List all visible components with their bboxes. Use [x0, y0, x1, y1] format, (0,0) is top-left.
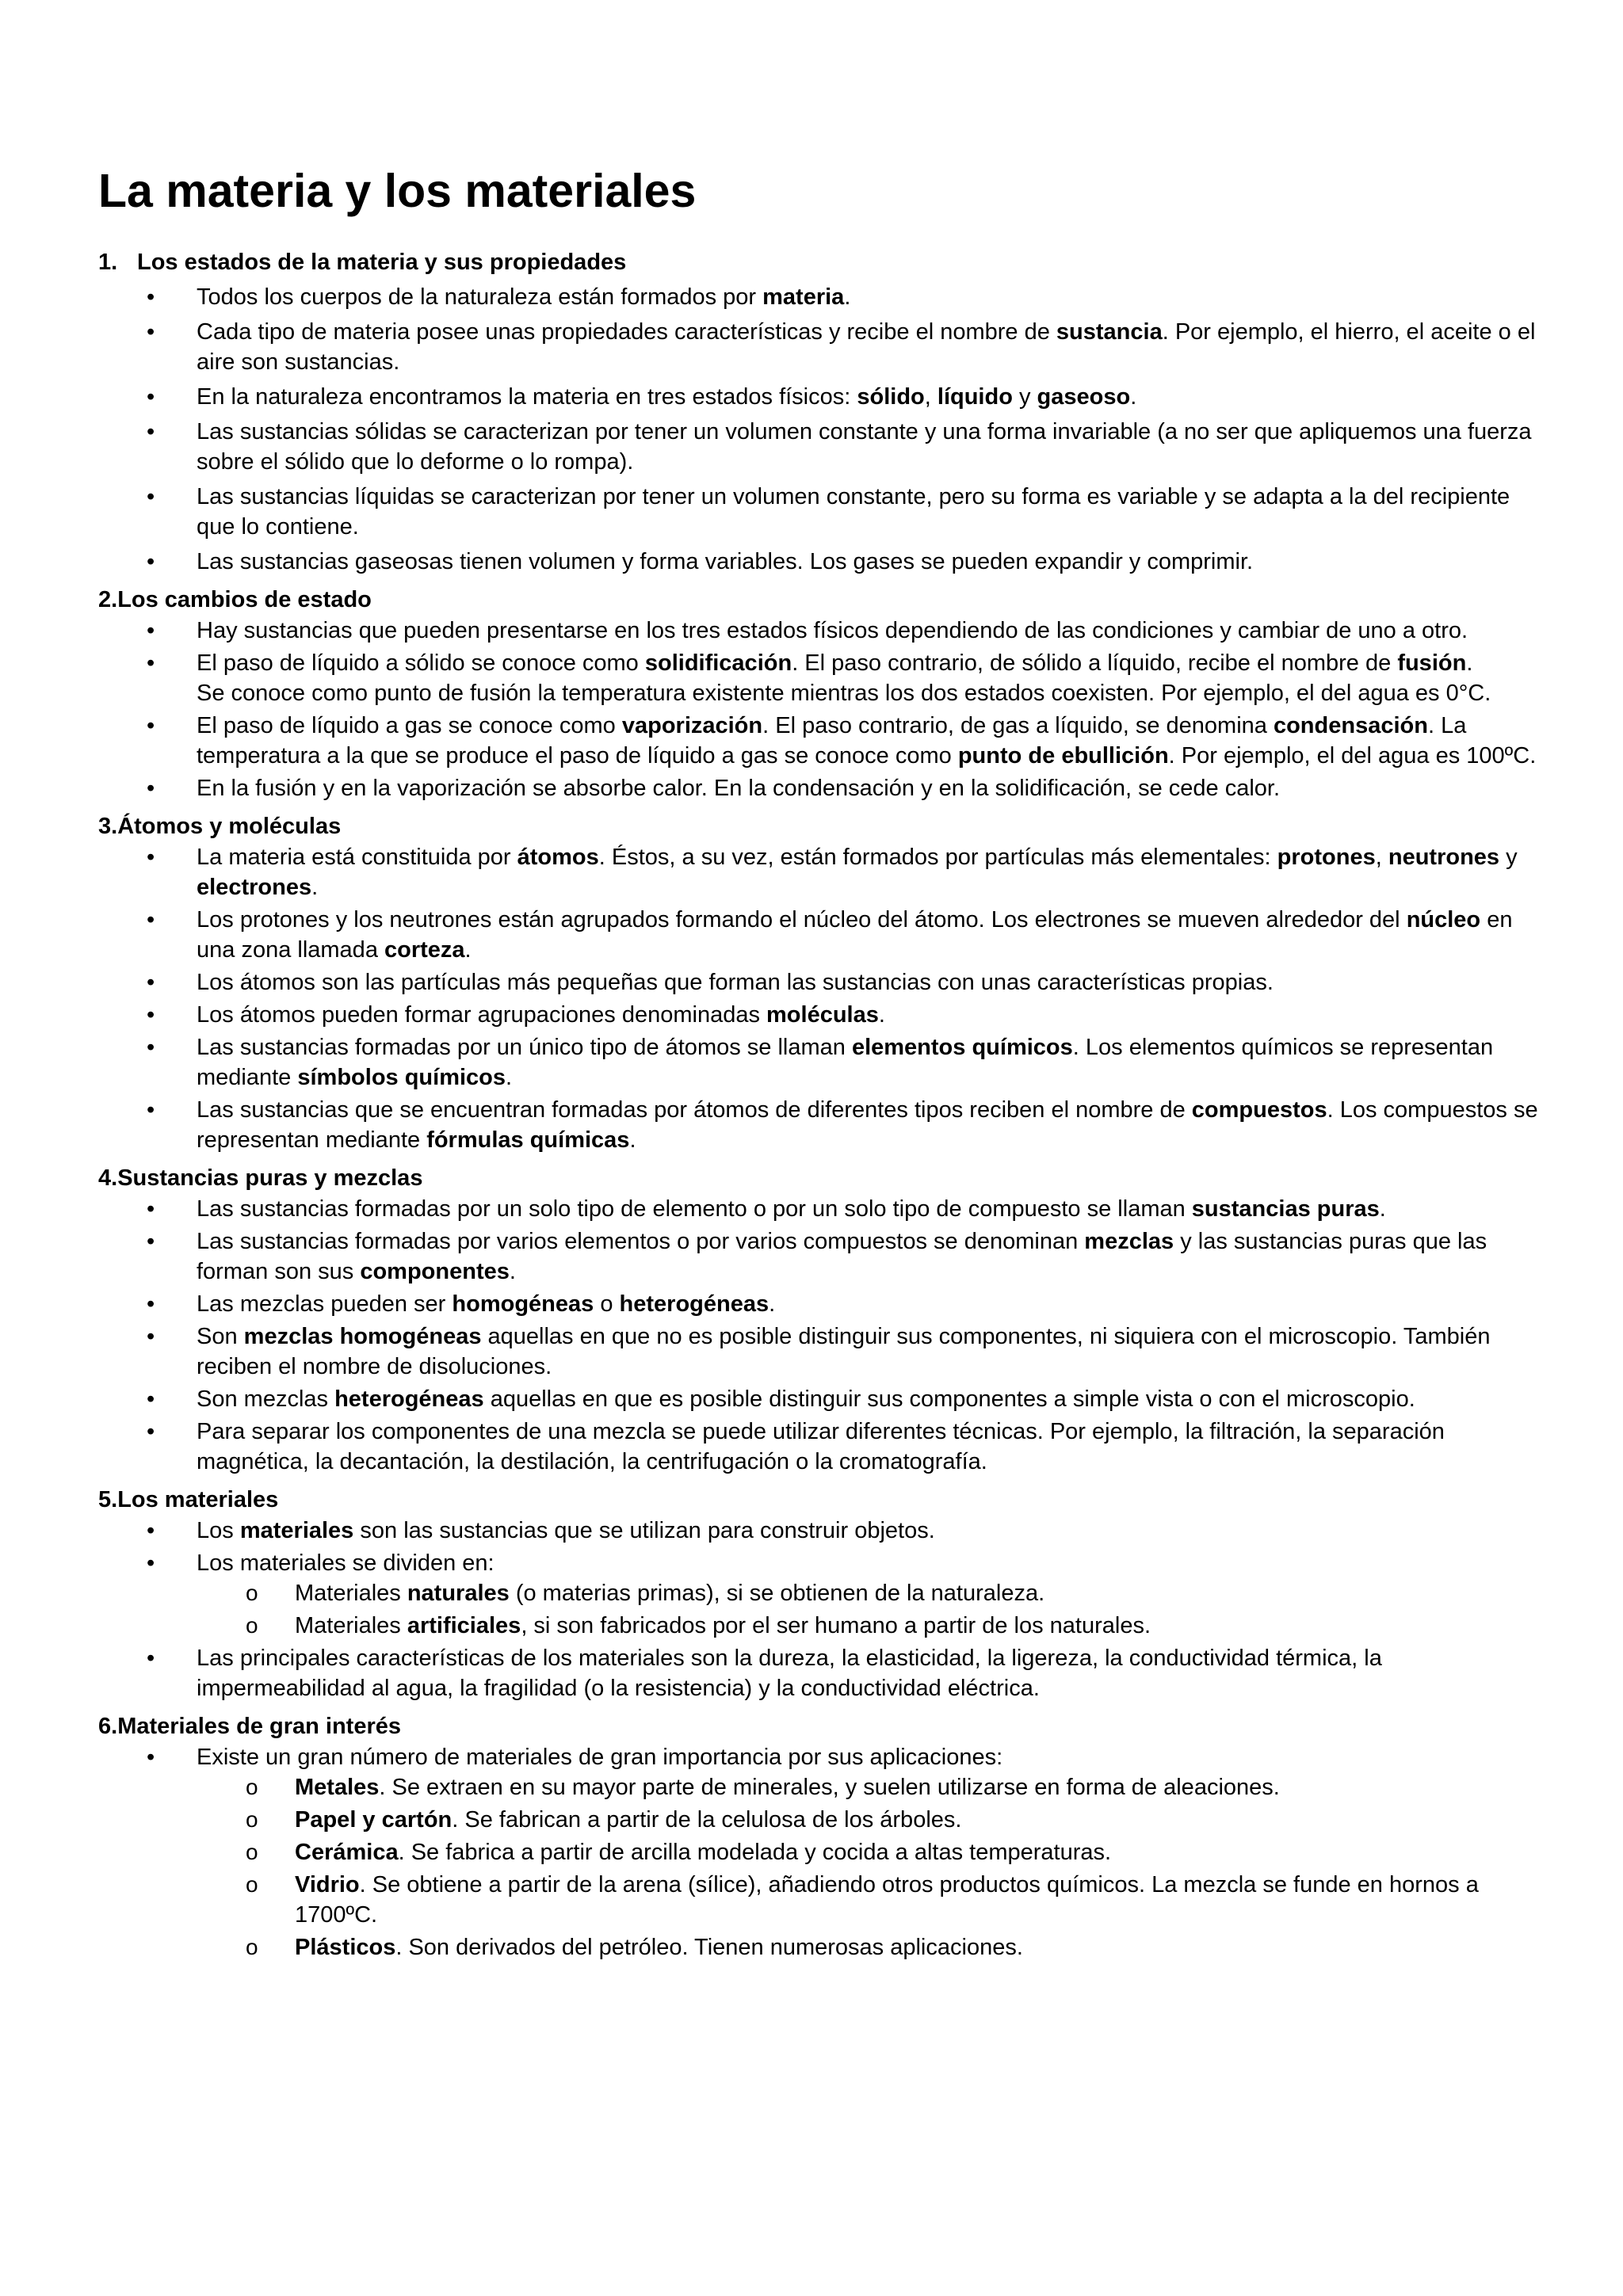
bullet-list [98, 616, 1541, 803]
bullet-item [98, 1226, 1541, 1287]
bold-term: heterogéneas [619, 1291, 769, 1317]
text-run: Para separar los componentes de una mezcla se puede utilizar diferentes técnicas. Por ejemplo, la filtración, la separación magnética, la decantación, la destilación, la centrifugación o la cromatografía. [197, 1418, 1445, 1474]
bullet-item [98, 842, 1541, 902]
text-run: Las mezclas pueden ser [197, 1291, 453, 1317]
bold-term: Vidrio [295, 1871, 360, 1897]
text-run: Las sustancias formadas por un solo tipo de elemento o por un solo tipo de compuesto se llaman [197, 1196, 1192, 1222]
text-run: Los átomos son las partículas más pequeñas que forman las sustancias con unas características propias. [197, 969, 1274, 995]
text-run: Existe un gran número de materiales de gran importancia por sus aplicaciones: [197, 1744, 1003, 1770]
text-run: Las sustancias formadas por varios elementos o por varios compuestos se denominan [197, 1228, 1085, 1254]
bullet-item [98, 905, 1541, 965]
text-run: Las sustancias sólidas se caracterizan por tener un volumen constante y una forma invariable (a no ser que apliquemos una fuerza sobre el sólido que lo deforme o lo rompa). [197, 418, 1532, 475]
text-run: . El paso contrario, de gas a líquido, se denomina [762, 712, 1274, 738]
text-run: son las sustancias que se utilizan para construir objetos. [353, 1517, 935, 1543]
text-run: Las sustancias gaseosas tienen volumen y forma variables. Los gases se pueden expandir y comprimir. [197, 548, 1254, 574]
text-run: y [1012, 383, 1037, 410]
text-run: Las sustancias que se encuentran formadas por átomos de diferentes tipos reciben el nombre de [197, 1097, 1192, 1123]
bold-term: componentes [360, 1258, 510, 1284]
bold-term: mezclas [1084, 1228, 1174, 1254]
document-page [98, 165, 1541, 1970]
text-run: o [594, 1291, 620, 1317]
bold-term: moléculas [766, 1001, 879, 1028]
bold-term: mezclas homogéneas [243, 1323, 482, 1349]
bullet-list [98, 1194, 1541, 1477]
text-run: El paso de líquido a sólido se conoce como [197, 650, 645, 676]
section-number: 2. [98, 586, 118, 612]
sub-list-item [197, 1805, 1541, 1835]
text-run: . Son derivados del petróleo. Tienen numerosas aplicaciones. [395, 1934, 1023, 1960]
bullet-item [98, 1000, 1541, 1030]
text-run: Hay sustancias que pueden presentarse en los tres estados físicos dependiendo de las condiciones y cambiar de uno a otro. [197, 617, 1468, 643]
text-run: . [629, 1127, 636, 1153]
bullet-item [98, 1289, 1541, 1319]
bullet-item [98, 382, 1541, 412]
bold-term: símbolos químicos [297, 1064, 506, 1090]
text-run: En la naturaleza encontramos la materia en tres estados físicos: [197, 383, 857, 410]
text-run: . [1379, 1196, 1386, 1222]
bold-term: artificiales [407, 1612, 521, 1638]
bullet-item [98, 967, 1541, 997]
bullet-item [98, 1417, 1541, 1477]
text-run: En la fusión y en la vaporización se absorbe calor. En la condensación y en la solidificación, se cede calor. [197, 775, 1281, 801]
text-run: Las principales características de los materiales son la dureza, la elasticidad, la ligereza, la conductividad térmica, la impermeabilidad al agua, la fragilidad (o la resistencia) y la conductividad eléctrica. [197, 1645, 1382, 1701]
bold-term: protones [1277, 844, 1376, 870]
bold-term: naturales [407, 1580, 510, 1606]
text-run: . [311, 874, 319, 900]
bullet-list [98, 282, 1541, 577]
bullet-item [98, 282, 1541, 312]
bold-term: gaseoso [1037, 383, 1131, 410]
text-run: . Por ejemplo, el hierro, el aceite o el aire son sustancias. [197, 318, 1536, 375]
bold-term: Plásticos [295, 1934, 396, 1960]
text-run: . [844, 284, 851, 310]
bold-term: materia [762, 284, 845, 310]
text-run: . Se obtiene a partir de la arena (sílice), añadiendo otros productos químicos. La mezcla se funde en hornos a 1700ºC. [295, 1871, 1479, 1928]
bullet-item [98, 616, 1541, 646]
section-heading-text: Los cambios de estado [117, 586, 372, 612]
text-run: aquellas en que es posible distinguir sus componentes a simple vista o con el microscopio. [483, 1386, 1415, 1412]
bold-term: líquido [937, 383, 1013, 410]
section [98, 811, 1541, 1155]
text-run: Todos los cuerpos de la naturaleza están formados por [197, 284, 763, 310]
bold-term: vaporización [621, 712, 763, 738]
bold-term: átomos [517, 844, 599, 870]
section-heading-text: Sustancias puras y mezclas [117, 1165, 423, 1191]
section-heading-text: Materiales de gran interés [117, 1713, 402, 1739]
text-run: en una zona llamada [197, 906, 1513, 963]
text-run: aquellas en que no es posible distinguir sus componentes, ni siquiera con el microscopio. También reciben el nombre de disoluciones. [197, 1323, 1491, 1379]
bold-term: sustancia [1056, 318, 1163, 345]
bullet-item [98, 1384, 1541, 1414]
bold-term: núcleo [1406, 906, 1481, 933]
text-run: . Por ejemplo, el del agua es 100ºC. [1168, 742, 1537, 769]
text-run: Los átomos pueden formar agrupaciones denominadas [197, 1001, 767, 1028]
bold-term: corteza [384, 936, 465, 963]
sub-list-item [197, 1772, 1541, 1802]
bold-term: neutrones [1388, 844, 1500, 870]
text-run: , si son fabricados por el ser humano a partir de los naturales. [521, 1612, 1151, 1638]
sub-list-item [197, 1578, 1541, 1608]
text-run: Son [197, 1323, 244, 1349]
text-run: Materiales [295, 1580, 407, 1606]
bullet-item [98, 1095, 1541, 1155]
text-run: . Se fabrican a partir de la celulosa de los árboles. [452, 1806, 962, 1833]
bullet-item [98, 482, 1541, 542]
bold-term: heterogéneas [334, 1386, 484, 1412]
text-run: Los [197, 1517, 240, 1543]
sections-container [98, 247, 1541, 1962]
section-number: 6. [98, 1713, 118, 1739]
text-run: . Se extraen en su mayor parte de minerales, y suelen utilizarse en forma de aleaciones. [379, 1774, 1280, 1800]
text-run: y las sustancias puras que las forman son sus [197, 1228, 1487, 1284]
section-heading [98, 247, 1541, 278]
section-number: 1. [98, 249, 118, 275]
text-run: Materiales [295, 1612, 407, 1638]
section-number: 5. [98, 1486, 118, 1512]
text-run: . El paso contrario, de sólido a líquido, recibe el nombre de [792, 650, 1398, 676]
text-run: (o materias primas), si se obtienen de la naturaleza. [509, 1580, 1045, 1606]
text-run: Son mezclas [197, 1386, 335, 1412]
section [98, 1485, 1541, 1703]
bold-term: compuestos [1191, 1097, 1327, 1123]
text-run: . [1466, 650, 1473, 676]
text-run: . Los compuestos se representan mediante [197, 1097, 1538, 1153]
bullet-item [98, 1516, 1541, 1546]
section-heading [98, 811, 1541, 842]
bold-term: Papel y cartón [295, 1806, 453, 1833]
text-run: , [1375, 844, 1388, 870]
sub-list-item [197, 1870, 1541, 1930]
section-heading-text: Los materiales [117, 1486, 279, 1512]
sub-list [197, 1578, 1541, 1641]
bullet-item [98, 648, 1541, 708]
bullet-item [98, 1194, 1541, 1224]
text-run: Los materiales se dividen en: [197, 1550, 495, 1576]
bold-term: sustancias puras [1191, 1196, 1380, 1222]
sub-list-item [197, 1932, 1541, 1962]
section [98, 1711, 1541, 1962]
text-run: Se conoce como punto de fusión la temperatura existente mientras los dos estados coexisten. Por ejemplo, el del agua es 0°C. [197, 680, 1491, 706]
bullet-item [98, 417, 1541, 477]
text-run: El paso de líquido a gas se conoce como [197, 712, 622, 738]
bold-term: solidificación [644, 650, 792, 676]
section-heading-text: Los estados de la materia y sus propiedades [137, 249, 627, 275]
section [98, 247, 1541, 577]
bullet-item [98, 711, 1541, 771]
bullet-item [98, 773, 1541, 803]
section-heading [98, 1163, 1541, 1194]
bullet-item [98, 317, 1541, 377]
text-run: Cada tipo de materia posee unas propiedades características y recibe el nombre de [197, 318, 1056, 345]
text-run: . [506, 1064, 513, 1090]
bold-term: punto de ebullición [957, 742, 1169, 769]
sub-list-item [197, 1611, 1541, 1641]
bold-term: Cerámica [295, 1839, 399, 1865]
section-number: 3. [98, 813, 118, 839]
text-run: Los protones y los neutrones están agrupados formando el núcleo del átomo. Los electrones se mueven alrededor del [197, 906, 1407, 933]
bullet-item [98, 1643, 1541, 1703]
bold-term: condensación [1273, 712, 1428, 738]
text-run: . Se fabrica a partir de arcilla modelada y cocida a altas temperaturas. [398, 1839, 1112, 1865]
bold-term: homogéneas [452, 1291, 594, 1317]
page-title: La materia y los materiales [98, 165, 697, 217]
bullet-item [98, 547, 1541, 577]
bullet-item [98, 1548, 1541, 1641]
sub-list-item [197, 1837, 1541, 1867]
bold-term: elementos químicos [851, 1034, 1073, 1060]
section-heading [98, 585, 1541, 616]
bold-term: materiales [239, 1517, 354, 1543]
section-heading-text: Átomos y moléculas [117, 813, 342, 839]
text-run: . [1130, 383, 1137, 410]
bullet-list [98, 1516, 1541, 1703]
text-run: Las sustancias líquidas se caracterizan por tener un volumen constante, pero su forma es variable y se adapta a la del recipiente que lo contiene. [197, 483, 1510, 540]
text-run: . [878, 1001, 885, 1028]
section [98, 585, 1541, 803]
bold-term: sólido [857, 383, 925, 410]
bullet-list [98, 842, 1541, 1155]
text-run: . [509, 1258, 516, 1284]
text-run: . La temperatura a la que se produce el paso de líquido a gas se conoce como [197, 712, 1467, 769]
text-run: . Éstos, a su vez, están formados por partículas más elementales: [598, 844, 1277, 870]
bold-term: fórmulas químicas [426, 1127, 630, 1153]
text-run: . [464, 936, 472, 963]
text-run: . [769, 1291, 776, 1317]
text-run: , [924, 383, 938, 410]
bold-term: Metales [295, 1774, 380, 1800]
section-number: 4. [98, 1165, 118, 1191]
bold-term: electrones [197, 874, 312, 900]
sub-list [197, 1772, 1541, 1962]
section [98, 1163, 1541, 1477]
section-heading [98, 1711, 1541, 1742]
text-run: La materia está constituida por [197, 844, 517, 870]
bullet-list [98, 1742, 1541, 1962]
text-run: Las sustancias formadas por un único tipo de átomos se llaman [197, 1034, 852, 1060]
section-heading [98, 1485, 1541, 1516]
bold-term: fusión [1397, 650, 1467, 676]
bullet-item [98, 1032, 1541, 1093]
bullet-item [98, 1322, 1541, 1382]
bullet-item [98, 1742, 1541, 1962]
text-run: y [1499, 844, 1518, 870]
text-run: . Los elementos químicos se representan mediante [197, 1034, 1494, 1090]
